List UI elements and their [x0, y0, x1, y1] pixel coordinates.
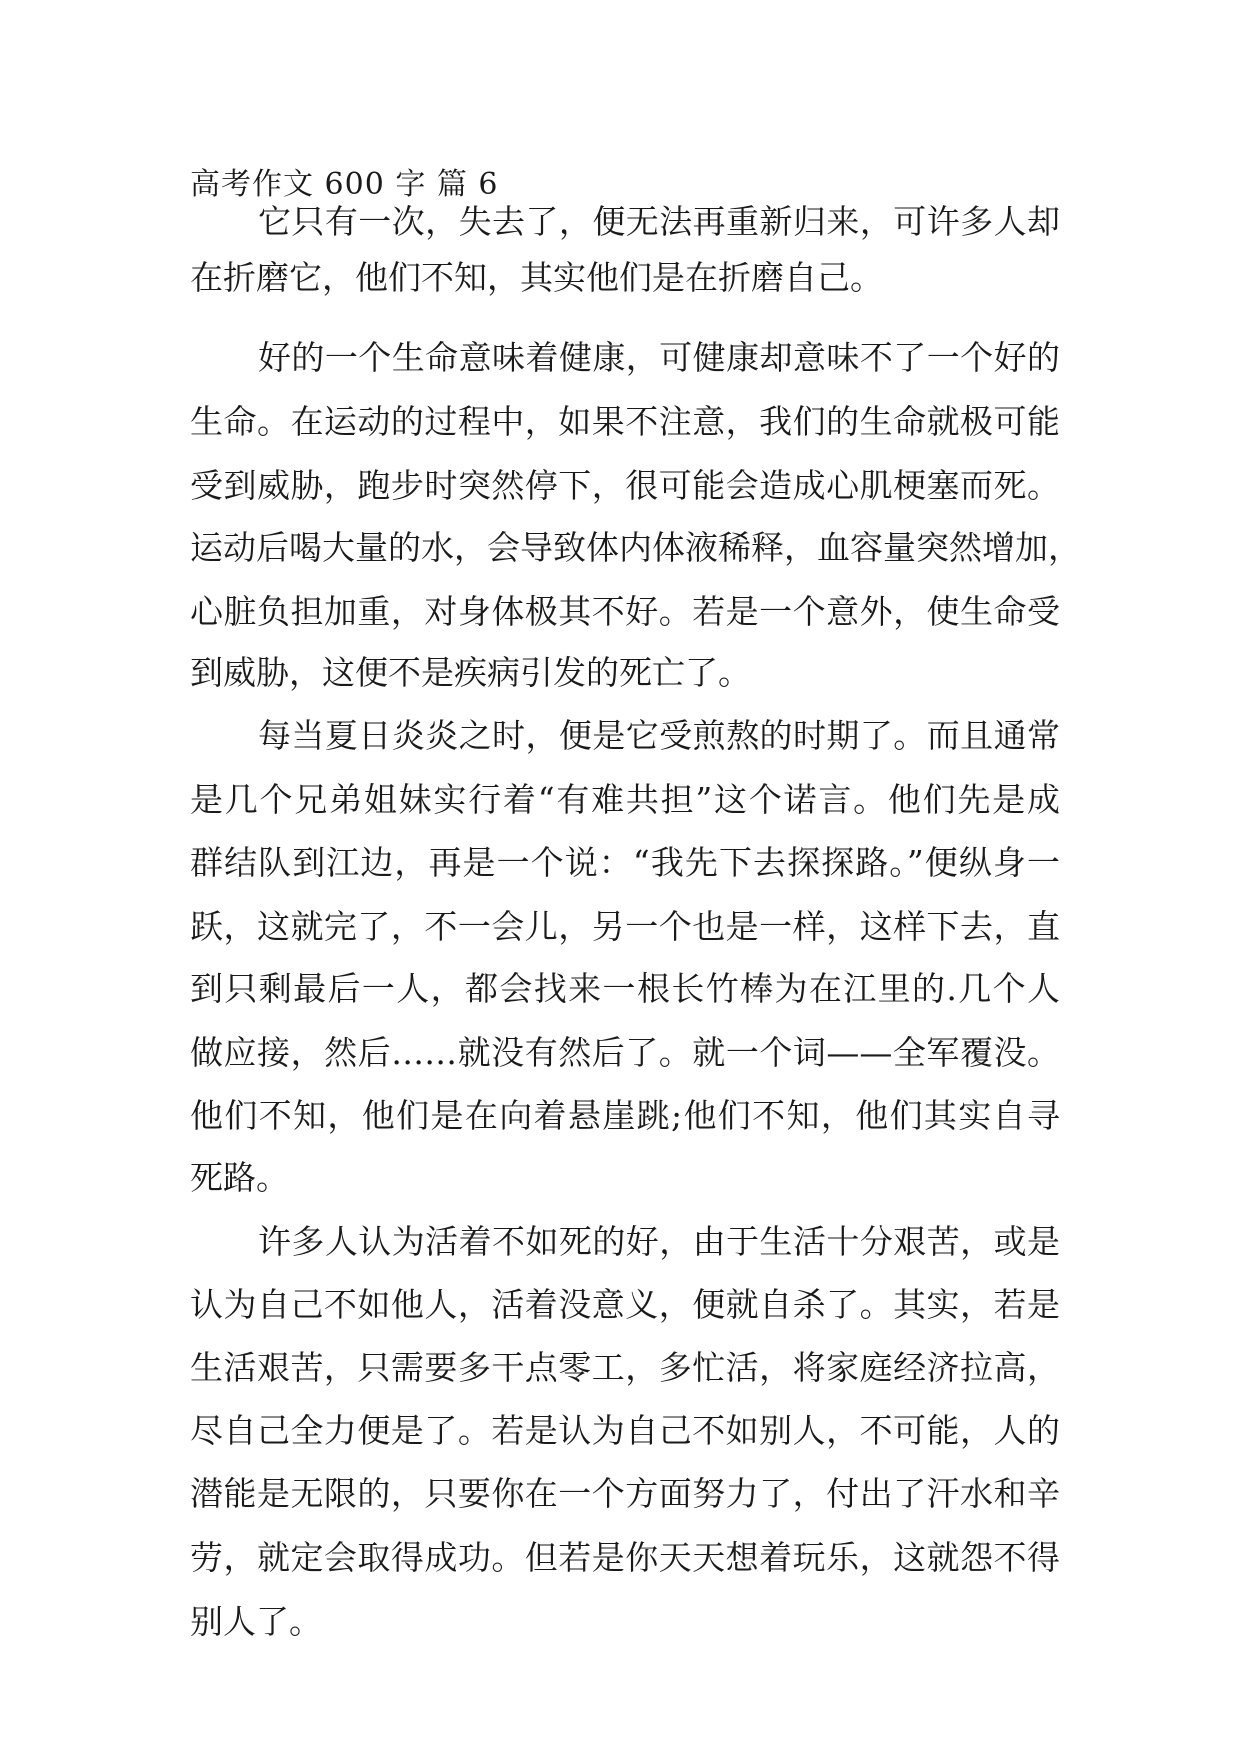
paragraph-2-line-3: 受到威胁，跑步时突然停下，很可能会造成心肌梗塞而死。 [190, 466, 1060, 505]
paragraph-3-line-4: 跃，这就完了，不一会儿，另一个也是一样，这样下去，直 [190, 907, 1060, 946]
paragraph-2-line-1: 好的一个生命意味着健康，可健康却意味不了一个好的 [258, 338, 1060, 377]
paragraph-4-line-2: 认为自己不如他人，活着没意义，便就自杀了。其实，若是 [190, 1285, 1060, 1324]
paragraph-2-line-6: 到威胁，这便不是疾病引发的死亡了。 [190, 653, 751, 692]
paragraph-3-line-7: 他们不知，他们是在向着悬崖跳;他们不知，他们其实自寻 [190, 1096, 1060, 1135]
paragraph-4-line-4: 尽自己全力便是了。若是认为自己不如别人，不可能，人的 [190, 1411, 1060, 1450]
paragraph-3-line-1: 每当夏日炎炎之时，便是它受煎熬的时期了。而且通常 [258, 716, 1060, 755]
document-title: 高考作文 600 字 篇 6 [190, 167, 499, 202]
paragraph-3-line-6: 做应接，然后……就没有然后了。就一个词——全军覆没。 [190, 1033, 1060, 1072]
paragraph-1-line-2: 在折磨它，他们不知，其实他们是在折磨自己。 [190, 258, 883, 297]
paragraph-2-line-5: 心脏负担加重，对身体极其不好。若是一个意外，使生命受 [190, 592, 1060, 631]
paragraph-4-line-6: 劳，就定会取得成功。但若是你天天想着玩乐，这就怨不得 [190, 1538, 1060, 1577]
paragraph-3-line-8: 死路。 [190, 1158, 289, 1197]
paragraph-3-line-5: 到只剩最后一人，都会找来一根长竹棒为在江里的.几个人 [190, 969, 1060, 1008]
paragraph-2-line-2: 生命。在运动的过程中，如果不注意，我们的生命就极可能 [190, 402, 1060, 441]
paragraph-4-line-1: 许多人认为活着不如死的好，由于生活十分艰苦，或是 [258, 1222, 1060, 1261]
paragraph-3-line-2: 是几个兄弟姐妹实行着“有难共担”这个诺言。他们先是成 [190, 780, 1060, 819]
paragraph-4-line-3: 生活艰苦，只需要多干点零工，多忙活，将家庭经济拉高， [190, 1348, 1060, 1387]
paragraph-4-line-7: 别人了。 [190, 1602, 322, 1641]
paragraph-3-line-3: 群结队到江边，再是一个说：“我先下去探探路。”便纵身一 [190, 843, 1060, 882]
paragraph-1-line-1: 它只有一次，失去了，便无法再重新归来，可许多人却 [258, 202, 1060, 241]
paragraph-4-line-5: 潜能是无限的，只要你在一个方面努力了，付出了汗水和辛 [190, 1474, 1060, 1513]
paragraph-2-line-4: 运动后喝大量的水，会导致体内体液稀释，血容量突然增加， [190, 528, 1081, 567]
